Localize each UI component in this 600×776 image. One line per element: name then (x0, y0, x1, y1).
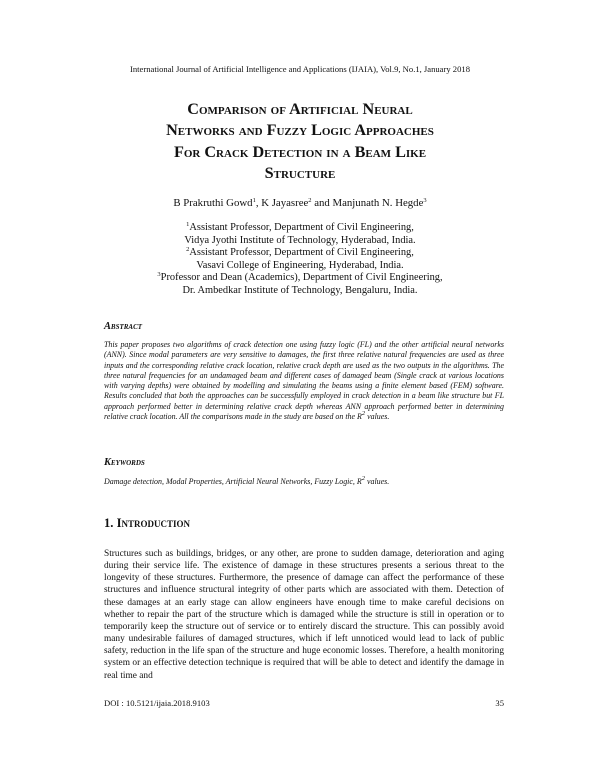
introduction-text (104, 548, 504, 682)
affiliation-3-line-2: Dr. Ambedkar Institute of Technology, Bengaluru, India. (182, 284, 418, 296)
abstract-body: This paper proposes two algorithms of crack detection one using fuzzy logic (FL) and the other artificial neural networks (ANN). Since modal parameters are very sensitive to damages, the first three relative natural frequencies are used as three inputs and the corresponding relative crack location, relative crack depth are used as the two outputs in the algorithms. The three natural frequencies for an undamaged beam and different cases of damaged beam (Single crack at various locations with varying depths) were obtained by modelling and simulating the beams using a finite element based (FEM) software. Results concluded that both the approaches can be successfully employed in crack detection in a beam like structure but FL approach performed better in determining relative crack depth whereas ANN approach performed better in determining relative crack location. All the comparisons made in the study are based on the R (104, 340, 504, 422)
affiliation-2-sup: 2 (186, 246, 190, 254)
author-1-sup: 1 (252, 197, 256, 204)
title-line-4: Structure (264, 163, 336, 182)
affiliation-2-line-2: Vasavi College of Engineering, Hyderabad, India. (196, 259, 404, 271)
title-line-2: Networks and Fuzzy Logic Approaches (166, 121, 434, 140)
affiliation-1-sup: 1 (186, 221, 190, 228)
affiliation-3-role: Professor and Dean (Academics), Department of Civil Engineering, (160, 272, 443, 284)
abstract-tail: values. (365, 412, 390, 422)
introduction-heading: 1. Introduction (104, 516, 191, 530)
author-2: , K Jayasree (255, 197, 309, 209)
affiliation-3-sup: 3 (157, 271, 161, 279)
affiliation-3-line-1 (0, 272, 600, 285)
affiliations (0, 222, 600, 298)
author-3-sup: 3 (423, 197, 427, 204)
introduction-paragraph: Structures such as buildings, bridges, or any other, are prone to sudden damage, deterioration and aging during their service life. The existence of damage in these structures presents a serious threat to the longevity of these structures. Furthermore, the presence of damage can affect the performance of these structures and influence structural integrity of other parts which are associated with them. Detection of these damages at an early stage can allow engineers have enough time to make careful decisions on whether to repair the part of the structure which is damaged while the structure is still in operation or to temporarily keep the structure out of service or to entirely discard the structure. This can possibly avoid many undesirable failures of damaged structures, which if left unnoticed would lead to lack of public safety, reduction in the life span of the structure and huge economic losses. Therefore, a health monitoring system or an effective detection technique is required that will be able to detect and identify the damage in real time and (104, 549, 504, 681)
keywords-tail: values. (364, 477, 390, 486)
affiliation-1-line-1 (0, 222, 600, 235)
keywords-list: Damage detection, Modal Properties, Artificial Neural Networks, Fuzzy Logic, R (104, 477, 362, 486)
paper-title (0, 99, 600, 184)
keywords-sup: 2 (361, 475, 365, 482)
author-2-sup: 2 (308, 197, 312, 204)
author-3: and Manjunath N. Hegde (311, 197, 424, 209)
running-header: International Journal of Artificial Intelligence and Applications (IJAIA), Vol.9, No.1, January 2018 (129, 64, 470, 74)
abstract-text (104, 340, 504, 422)
title-line-3: For Crack Detection in a Beam Like (173, 142, 427, 161)
author-list (0, 197, 600, 209)
abstract-sup: 2 (361, 410, 366, 418)
affiliation-1-line-2: Vidya Jyothi Institute of Technology, Hyderabad, India. (184, 234, 416, 246)
abstract-heading: Abstract (104, 321, 143, 332)
affiliation-2-line-1 (0, 247, 600, 260)
page-number: 35 (495, 698, 504, 708)
keywords-text (104, 477, 504, 486)
affiliation-1-role: Assistant Professor, Department of Civil Engineering, (189, 222, 414, 233)
affiliation-2-role: Assistant Professor, Department of Civil Engineering, (189, 247, 414, 259)
keywords-heading: Keywords (104, 457, 145, 468)
footer-doi: DOI : 10.5121/ijaia.2018.9103 (104, 698, 210, 708)
author-1: B Prakruthi Gowd (173, 197, 253, 209)
title-line-1: Comparison of Artificial Neural (187, 100, 413, 118)
